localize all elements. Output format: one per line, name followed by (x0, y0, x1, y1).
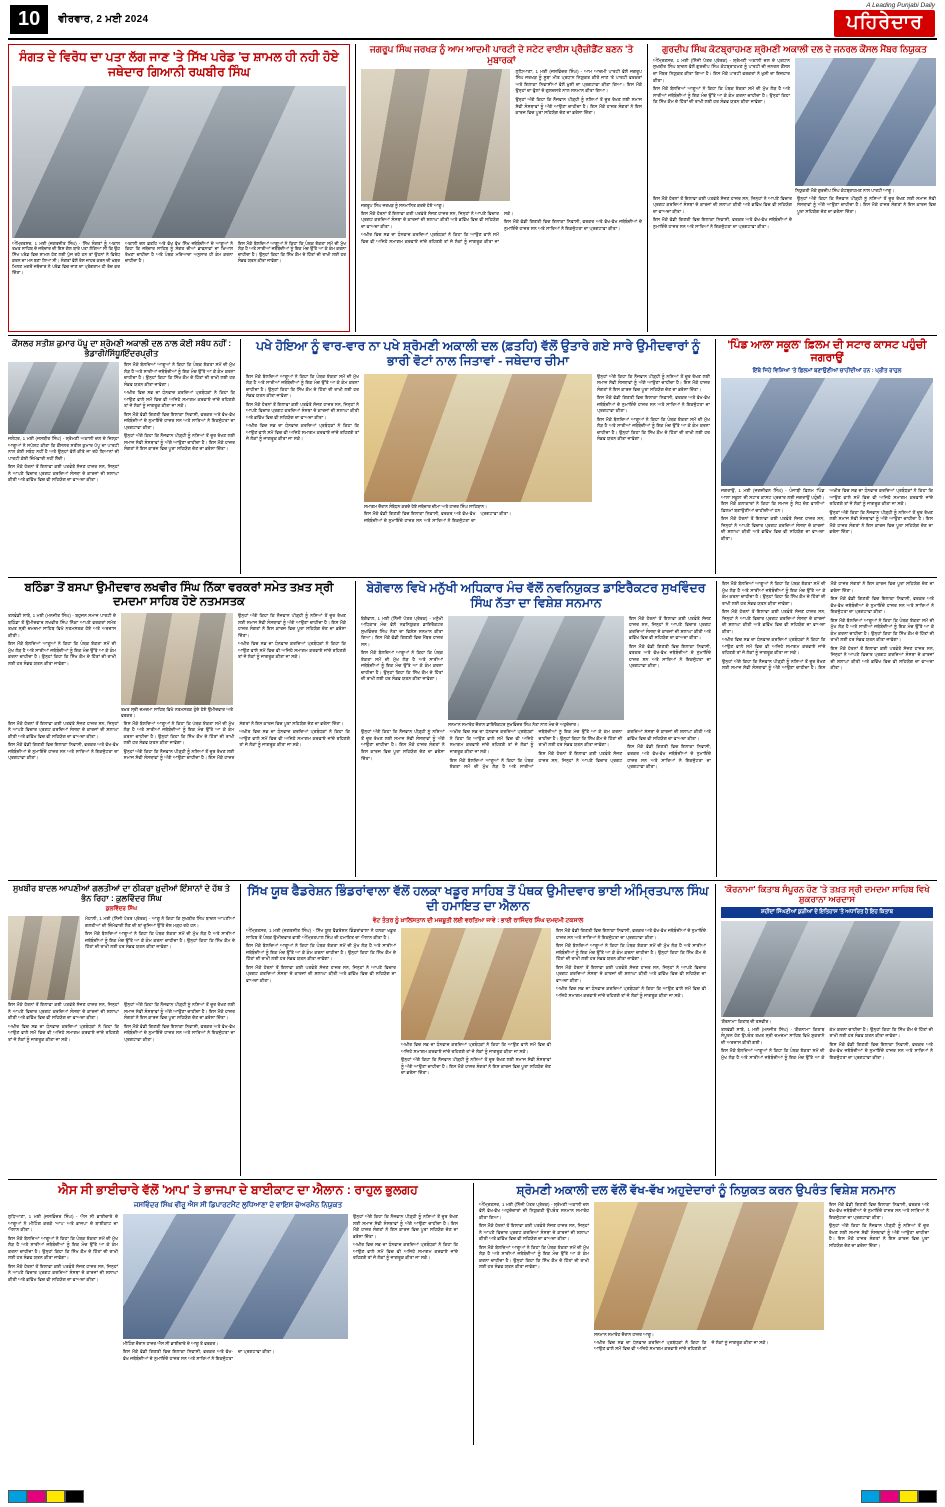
story-7 (8, 581, 350, 877)
story-13-headline: ਸ਼੍ਰੋਮਣੀ ਅਕਾਲੀ ਦਲ ਵੱਲੋਂ ਵੱਖ-ਵੱਖ ਅਹੁਦੇਦਾਰਾਂ ਨੂੰ ਨਿਯੁਕਤ ਕਰਨ ਉਪਰੰਤ ਵਿਸ਼ੇਸ਼ ਸਨਮਾਨ (516, 1183, 896, 1197)
story-8-photo (448, 616, 624, 720)
story-12 (8, 1183, 468, 1445)
story-2-body: ਲੁਧਿਆਣਾ, 1 ਮਈ (ਜਸਵਿੰਦਰ ਸਿੰਘ) - ਆਮ ਆਦਮੀ ਪਾਰਟੀ ਵੱਲੋਂ ਜਗਰੂਪ ਸਿੰਘ ਜਰਖੜ ਨੂੰ ਸੂਬਾ ਮੀਤ ਪ੍ਰਧਾਨ ਨਿਯੁਕਤ ਕੀਤੇ ਜਾਣ 'ਤੇ ਪਾਰਟੀ ਵਰਕਰਾਂ ਅਤੇ ਇਲਾਕਾ ਨਿਵਾਸੀਆਂ ਵੱਲੋਂ ਖ਼ੁਸ਼ੀ ਦਾ ਪ੍ਰਗਟਾਵਾ ਕੀਤਾ ਗਿਆ। ਇਸ ਮੌਕੇ ਉਨ੍ਹਾਂ ਦਾ ਫੁੱਲਾਂ ਦੇ ਗੁਲਦਸਤੇ ਨਾਲ ਸਨਮਾਨ ਕੀਤਾ ਗਿਆ। (515, 68, 642, 94)
masthead-left (10, 5, 148, 34)
story-3-headline: ਗੁਰਦੀਪ ਸਿੰਘ ਕੋਟਬ੍ਰਾਹਮਣ ਸ਼੍ਰੋਮਣੀ ਅਕਾਲੀ ਦਲ ਦੇ ਜਨਰਲ ਕੌਂਸਲ ਮੈਂਬਰ ਨਿਯੁਕਤ (662, 44, 927, 54)
story-4-body-4: ਅਖ਼ੀਰ ਵਿਚ ਸਭ ਦਾ ਧੰਨਵਾਦ ਕਰਦਿਆਂ ਪ੍ਰਬੰਧਕਾਂ ਨੇ ਕਿਹਾ ਕਿ ਆਉਣ ਵਾਲੇ ਸਮੇਂ ਵਿਚ ਵੀ ਅਜਿਹੇ ਸਮਾਗਮ ਕਰਵਾਏ ਜਾਂਦੇ ਰਹਿਣਗੇ ਤਾਂ ਜੋ ਲੋਕਾਂ ਨੂੰ ਜਾਗਰੂਕ ਕੀਤਾ ਜਾ ਸਕੇ। (124, 390, 235, 409)
story-9-byline: ਕੁਲਵਿੰਦਰ ਸਿੰਘ (105, 906, 138, 912)
story-1 (8, 44, 350, 332)
story-10-photo (401, 928, 551, 1040)
story-9-body-4: ਅਖ਼ੀਰ ਵਿਚ ਸਭ ਦਾ ਧੰਨਵਾਦ ਕਰਦਿਆਂ ਪ੍ਰਬੰਧਕਾਂ ਨੇ ਕਿਹਾ ਕਿ ਆਉਣ ਵਾਲੇ ਸਮੇਂ ਵਿਚ ਵੀ ਅਜਿਹੇ ਸਮਾਗਮ ਕਰਵਾਏ ਜਾਂਦੇ ਰਹਿਣਗੇ ਤਾਂ ਜੋ ਲੋਕਾਂ ਨੂੰ ਜਾਗਰੂਕ ਕੀਤਾ ਜਾ ਸਕੇ। (8, 1023, 119, 1042)
story-5-caption: ਸਮਾਗਮ ਦੌਰਾਨ ਸੰਬੋਧਨ ਕਰਦੇ ਹੋਏ ਜਥੇਦਾਰ ਚੀਮਾ ਅਤੇ ਹਾਜ਼ਰ ਸਿੰਘ ਸਾਹਿਬਾਨ। (364, 503, 487, 509)
story-9 (8, 884, 235, 1176)
story-6-headline: 'ਪਿੰਡ ਆਲਾ ਸਕੂਲ' ਫ਼ਿਲਮ ਦੀ ਸਟਾਰ ਕਾਸਟ ਪਹੁੰਚੀ ਜਗਰਾਉਂ (727, 339, 927, 365)
story-1-headline: ਸੰਗਤ ਦੇ ਵਿਰੋਧ ਦਾ ਪਤਾ ਲੱਗ ਜਾਣ 'ਤੇ ਸਿੱਖ ਪਰੇਡ 'ਚ ਸ਼ਾਮਲ ਹੀ ਨਹੀ ਹੋਏ ਜਥੇਦਾਰ ਗਿਆਨੀ ਰਘਬੀਰ ਸਿੰਘ (19, 50, 339, 80)
cmyk-cyan (8, 1490, 27, 1503)
story-8-body-6: ਅਖ਼ੀਰ ਵਿਚ ਸਭ ਦਾ ਧੰਨਵਾਦ ਕਰਦਿਆਂ ਪ੍ਰਬੰਧਕਾਂ ਨੇ ਕਿਹਾ ਕਿ ਆਉਣ ਵਾਲੇ ਸਮੇਂ ਵਿਚ ਵੀ ਅਜਿਹੇ ਸਮਾਗਮ ਕਰਵਾਏ ਜਾਂਦੇ ਰਹਿਣਗੇ ਤਾਂ ਜੋ ਲੋਕਾਂ ਨੂੰ ਜਾਗਰੂਕ ਕੀਤਾ ਜਾ ਸਕੇ। (449, 729, 534, 754)
story-13-body-5: ਉਨ੍ਹਾਂ ਅੱਗੇ ਕਿਹਾ ਕਿ ਨੌਜਵਾਨ ਪੀੜ੍ਹੀ ਨੂੰ ਨਸ਼ਿਆਂ ਤੋਂ ਦੂਰ ਰੱਖਣ ਲਈ ਸਮਾਜ ਸੇਵੀ ਸੰਸਥਾਵਾਂ ਨੂੰ ਅੱਗੇ ਆਉਣਾ ਚਾਹੀਦਾ ਹੈ। ਇਸ ਮੌਕੇ ਹਾਜ਼ਰ ਸੰਗਤਾਂ ਨੇ ਇਸ ਕਾਰਜ ਵਿਚ ਪੂਰਾ ਸਹਿਯੋਗ ਦੇਣ ਦਾ ਭਰੋਸਾ ਦਿੱਤਾ। (829, 1223, 929, 1248)
story-3-body: ਅੰਮ੍ਰਿਤਸਰ, 1 ਮਈ (ਨਿੱਜੀ ਪੱਤਰ ਪ੍ਰੇਰਕ) - ਸ਼੍ਰੋਮਣੀ ਅਕਾਲੀ ਦਲ ਦੇ ਪ੍ਰਧਾਨ ਸੁਖਬੀਰ ਸਿੰਘ ਬਾਦਲ ਵੱਲੋਂ ਗੁਰਦੀਪ ਸਿੰਘ ਕੋਟਬ੍ਰਾਹਮਣ ਨੂੰ ਪਾਰਟੀ ਦੀ ਜਨਰਲ ਕੌਂਸਲ ਦਾ ਮੈਂਬਰ ਨਿਯੁਕਤ ਕੀਤਾ ਗਿਆ ਹੈ। ਇਸ ਮੌਕੇ ਪਾਰਟੀ ਵਰਕਰਾਂ ਨੇ ਖ਼ੁਸ਼ੀ ਦਾ ਇਜ਼ਹਾਰ ਕੀਤਾ। (653, 57, 791, 83)
story-5-body-3: ਅਖ਼ੀਰ ਵਿਚ ਸਭ ਦਾ ਧੰਨਵਾਦ ਕਰਦਿਆਂ ਪ੍ਰਬੰਧਕਾਂ ਨੇ ਕਿਹਾ ਕਿ ਆਉਣ ਵਾਲੇ ਸਮੇਂ ਵਿਚ ਵੀ ਅਜਿਹੇ ਸਮਾਗਮ ਕਰਵਾਏ ਜਾਂਦੇ ਰਹਿਣਗੇ ਤਾਂ ਜੋ ਲੋਕਾਂ ਨੂੰ ਜਾਗਰੂਕ ਕੀਤਾ ਜਾ ਸਕੇ। (246, 423, 359, 442)
right-col-body-5: ਇਸ ਮੌਕੇ ਵੱਡੀ ਗਿਣਤੀ ਵਿਚ ਇਲਾਕਾ ਨਿਵਾਸੀ, ਵਰਕਰ ਅਤੇ ਵੱਖ-ਵੱਖ ਜਥੇਬੰਦੀਆਂ ਦੇ ਨੁਮਾਇੰਦੇ ਹਾਜ਼ਰ ਸਨ ਅਤੇ ਸਾਰਿਆਂ ਨੇ ਇਕਜੁੱਟਤਾ ਦਾ ਪ੍ਰਗਟਾਵਾ ਕੀਤਾ। (830, 596, 934, 615)
story-12-body-3: ਇਸ ਮੌਕੇ ਹੋਰਨਾਂ ਤੋਂ ਇਲਾਵਾ ਕਈ ਪਤਵੰਤੇ ਸੱਜਣ ਹਾਜ਼ਰ ਸਨ, ਜਿਨ੍ਹਾਂ ਨੇ ਆਪਣੇ ਵਿਚਾਰ ਪ੍ਰਗਟ ਕਰਦਿਆਂ ਸੰਸਥਾ ਦੇ ਕਾਰਜਾਂ ਦੀ ਸ਼ਲਾਘਾ ਕੀਤੀ ਅਤੇ ਭਵਿੱਖ ਵਿਚ ਵੀ ਸਹਿਯੋਗ ਦਾ ਵਾਅਦਾ ਕੀਤਾ। (8, 1263, 118, 1282)
story-5-headline: ਪਖੇ ਹੋਇਆ ਨੂੰ ਵਾਰ-ਵਾਰ ਨਾ ਪਖੇ ਸ਼੍ਰੋਮਣੀ ਅਕਾਲੀ ਦਲ (ਫ਼ਤਹਿ) ਵੱਲੋਂ ਉਤਾਰੇ ਗਏ ਸਾਰੇ ਉਮੀਦਵਾਰਾਂ ਨੂੰ ਭਾਰੀ ਵੋਟਾਂ ਨਾਲ ਜਿਤਾਵਾਂ - ਜਥੇਦਾਰ ਚੀਮਾ (256, 339, 700, 369)
story-3-body-2: ਇਸ ਮੌਕੇ ਬੋਲਦਿਆਂ ਆਗੂਆਂ ਨੇ ਕਿਹਾ ਕਿ ਪੰਥਕ ਏਕਤਾ ਸਮੇਂ ਦੀ ਮੁੱਖ ਲੋੜ ਹੈ ਅਤੇ ਸਾਰੀਆਂ ਜਥੇਬੰਦੀਆਂ ਨੂੰ ਇਕ ਮੰਚ ਉੱਤੇ ਆ ਕੇ ਕੰਮ ਕਰਨਾ ਚਾਹੀਦਾ ਹੈ। ਉਨ੍ਹਾਂ ਕਿਹਾ ਕਿ ਸਿੱਖ ਕੌਮ ਦੇ ਹਿੱਤਾਂ ਦੀ ਰਾਖੀ ਲਈ ਹਰ ਸੰਭਵ ਯਤਨ ਕੀਤਾ ਜਾਵੇਗਾ। (653, 86, 791, 105)
story-7-body-4: ਅਖ਼ੀਰ ਵਿਚ ਸਭ ਦਾ ਧੰਨਵਾਦ ਕਰਦਿਆਂ ਪ੍ਰਬੰਧਕਾਂ ਨੇ ਕਿਹਾ ਕਿ ਆਉਣ ਵਾਲੇ ਸਮੇਂ ਵਿਚ ਵੀ ਅਜਿਹੇ ਸਮਾਗਮ ਕਰਵਾਏ ਜਾਂਦੇ ਰਹਿਣਗੇ ਤਾਂ ਜੋ ਲੋਕਾਂ ਨੂੰ ਜਾਗਰੂਕ ਕੀਤਾ ਜਾ ਸਕੇ। (238, 641, 346, 660)
story-5-body-1: ਇਸ ਮੌਕੇ ਬੋਲਦਿਆਂ ਆਗੂਆਂ ਨੇ ਕਿਹਾ ਕਿ ਪੰਥਕ ਏਕਤਾ ਸਮੇਂ ਦੀ ਮੁੱਖ ਲੋੜ ਹੈ ਅਤੇ ਸਾਰੀਆਂ ਜਥੇਬੰਦੀਆਂ ਨੂੰ ਇਕ ਮੰਚ ਉੱਤੇ ਆ ਕੇ ਕੰਮ ਕਰਨਾ ਚਾਹੀਦਾ ਹੈ। ਉਨ੍ਹਾਂ ਕਿਹਾ ਕਿ ਸਿੱਖ ਕੌਮ ਦੇ ਹਿੱਤਾਂ ਦੀ ਰਾਖੀ ਲਈ ਹਰ ਸੰਭਵ ਯਤਨ ਕੀਤਾ ਜਾਵੇਗਾ। (246, 373, 359, 399)
story-4-body-5: ਇਸ ਮੌਕੇ ਵੱਡੀ ਗਿਣਤੀ ਵਿਚ ਇਲਾਕਾ ਨਿਵਾਸੀ, ਵਰਕਰ ਅਤੇ ਵੱਖ-ਵੱਖ ਜਥੇਬੰਦੀਆਂ ਦੇ ਨੁਮਾਇੰਦੇ ਹਾਜ਼ਰ ਸਨ ਅਤੇ ਸਾਰਿਆਂ ਨੇ ਇਕਜੁੱਟਤਾ ਦਾ ਪ੍ਰਗਟਾਵਾ ਕੀਤਾ। (124, 411, 235, 430)
story-11 (715, 884, 933, 1176)
story-8 (355, 581, 711, 877)
story-5 (240, 339, 710, 574)
right-col-body-3: ਅਖ਼ੀਰ ਵਿਚ ਸਭ ਦਾ ਧੰਨਵਾਦ ਕਰਦਿਆਂ ਪ੍ਰਬੰਧਕਾਂ ਨੇ ਕਿਹਾ ਕਿ ਆਉਣ ਵਾਲੇ ਸਮੇਂ ਵਿਚ ਵੀ ਅਜਿਹੇ ਸਮਾਗਮ ਕਰਵਾਏ ਜਾਂਦੇ ਰਹਿਣਗੇ ਤਾਂ ਜੋ ਲੋਕਾਂ ਨੂੰ ਜਾਗਰੂਕ ਕੀਤਾ ਜਾ ਸਕੇ। (722, 637, 826, 656)
band-2 (8, 339, 937, 574)
story-11-body: ਤਲਵੰਡੀ ਸਾਬੋ, 1 ਮਈ (ਮਨਜੀਤ ਸਿੰਘ) - 'ਕੌਰਨਾਮਾ' ਕਿਤਾਬ ਸੰਪੂਰਨ ਹੋਣ ਉਪਰੰਤ ਤਖ਼ਤ ਸ੍ਰੀ ਦਮਦਮਾ ਸਾਹਿਬ ਵਿਖੇ ਸ਼ੁਕਰਾਨੇ ਦੀ ਅਰਦਾਸ ਕੀਤੀ ਗਈ। (721, 1026, 825, 1045)
story-4-body-6: ਉਨ੍ਹਾਂ ਅੱਗੇ ਕਿਹਾ ਕਿ ਨੌਜਵਾਨ ਪੀੜ੍ਹੀ ਨੂੰ ਨਸ਼ਿਆਂ ਤੋਂ ਦੂਰ ਰੱਖਣ ਲਈ ਸਮਾਜ ਸੇਵੀ ਸੰਸਥਾਵਾਂ ਨੂੰ ਅੱਗੇ ਆਉਣਾ ਚਾਹੀਦਾ ਹੈ। ਇਸ ਮੌਕੇ ਹਾਜ਼ਰ ਸੰਗਤਾਂ ਨੇ ਇਸ ਕਾਰਜ ਵਿਚ ਪੂਰਾ ਸਹਿਯੋਗ ਦੇਣ ਦਾ ਭਰੋਸਾ ਦਿੱਤਾ। (124, 433, 235, 452)
story-12-body-6: ਇਸ ਮੌਕੇ ਵੱਡੀ ਗਿਣਤੀ ਵਿਚ ਇਲਾਕਾ ਨਿਵਾਸੀ, ਵਰਕਰ ਅਤੇ ਵੱਖ-ਵੱਖ ਜਥੇਬੰਦੀਆਂ ਦੇ ਨੁਮਾਇੰਦੇ ਹਾਜ਼ਰ ਸਨ ਅਤੇ ਸਾਰਿਆਂ ਨੇ ਇਕਜੁੱਟਤਾ ਦਾ ਪ੍ਰਗਟਾਵਾ ਕੀਤਾ। (123, 1349, 275, 1361)
story-7-body-3: ਉਨ੍ਹਾਂ ਅੱਗੇ ਕਿਹਾ ਕਿ ਨੌਜਵਾਨ ਪੀੜ੍ਹੀ ਨੂੰ ਨਸ਼ਿਆਂ ਤੋਂ ਦੂਰ ਰੱਖਣ ਲਈ ਸਮਾਜ ਸੇਵੀ ਸੰਸਥਾਵਾਂ ਨੂੰ ਅੱਗੇ ਆਉਣਾ ਚਾਹੀਦਾ ਹੈ। ਇਸ ਮੌਕੇ ਹਾਜ਼ਰ ਸੰਗਤਾਂ ਨੇ ਇਸ ਕਾਰਜ ਵਿਚ ਪੂਰਾ ਸਹਿਯੋਗ ਦੇਣ ਦਾ ਭਰੋਸਾ ਦਿੱਤਾ। (238, 613, 346, 638)
band-1 (8, 44, 937, 332)
story-12-body-4: ਉਨ੍ਹਾਂ ਅੱਗੇ ਕਿਹਾ ਕਿ ਨੌਜਵਾਨ ਪੀੜ੍ਹੀ ਨੂੰ ਨਸ਼ਿਆਂ ਤੋਂ ਦੂਰ ਰੱਖਣ ਲਈ ਸਮਾਜ ਸੇਵੀ ਸੰਸਥਾਵਾਂ ਨੂੰ ਅੱਗੇ ਆਉਣਾ ਚਾਹੀਦਾ ਹੈ। ਇਸ ਮੌਕੇ ਹਾਜ਼ਰ ਸੰਗਤਾਂ ਨੇ ਇਸ ਕਾਰਜ ਵਿਚ ਪੂਰਾ ਸਹਿਯੋਗ ਦੇਣ ਦਾ ਭਰੋਸਾ ਦਿੱਤਾ। (353, 1214, 458, 1239)
story-1-caption-1: ਅੰਮ੍ਰਿਤਸਰ, 1 ਮਈ (ਜਗਤਜੀਤ ਸਿੰਘ) - ਸਿੱਖ ਸੰਗਤਾਂ ਨੂੰ ਅਕਾਲ ਤਖ਼ਤ ਸਾਹਿਬ ਦੇ ਜਥੇਦਾਰ ਦੀ ਇਸ ਗੱਲ ਬਾਰੇ ਪਤਾ ਲੱਗਿਆ ਸੀ ਕਿ ਉਹ ਸਿੱਖ ਪਰੇਡ ਵਿਚ ਸ਼ਾਮਲ ਹੋਣ ਲਈ ਪੁੱਜ ਰਹੇ ਹਨ ਤਾਂ ਉਹਨਾਂ ਨੇ ਵਿਰੋਧ ਕਰਨ ਦਾ ਮਨ ਬਣਾ ਲਿਆ ਸੀ। ਸੰਗਤਾਂ ਵੱਲੋਂ ਰੋਸ ਜ਼ਾਹਰ ਕਰਨ ਦੀ ਖ਼ਬਰ ਮਿਲਣ ਮਗਰੋਂ ਜਥੇਦਾਰ ਨੇ ਪਰੇਡ ਵਿਚ ਜਾਣ ਦਾ ਪ੍ਰੋਗਰਾਮ ਹੀ ਰੱਦ ਕਰ ਦਿੱਤਾ। (12, 240, 120, 276)
story-2 (355, 44, 642, 332)
story-8-body-7: ਇਸ ਮੌਕੇ ਬੋਲਦਿਆਂ ਆਗੂਆਂ ਨੇ ਕਿਹਾ ਕਿ ਪੰਥਕ ਏਕਤਾ ਸਮੇਂ ਦੀ ਮੁੱਖ ਲੋੜ ਹੈ ਅਤੇ ਸਾਰੀਆਂ ਜਥੇਬੰਦੀਆਂ ਨੂੰ ਇਕ ਮੰਚ ਉੱਤੇ ਆ ਕੇ ਕੰਮ ਕਰਨਾ ਚਾਹੀਦਾ ਹੈ। ਉਨ੍ਹਾਂ ਕਿਹਾ ਕਿ ਸਿੱਖ ਕੌਮ ਦੇ ਹਿੱਤਾਂ ਦੀ ਰਾਖੀ ਲਈ ਹਰ ਸੰਭਵ ਯਤਨ ਕੀਤਾ ਜਾਵੇਗਾ। (449, 729, 623, 770)
right-col-body-2: ਇਸ ਮੌਕੇ ਹੋਰਨਾਂ ਤੋਂ ਇਲਾਵਾ ਕਈ ਪਤਵੰਤੇ ਸੱਜਣ ਹਾਜ਼ਰ ਸਨ, ਜਿਨ੍ਹਾਂ ਨੇ ਆਪਣੇ ਵਿਚਾਰ ਪ੍ਰਗਟ ਕਰਦਿਆਂ ਸੰਸਥਾ ਦੇ ਕਾਰਜਾਂ ਦੀ ਸ਼ਲਾਘਾ ਕੀਤੀ ਅਤੇ ਭਵਿੱਖ ਵਿਚ ਵੀ ਸਹਿਯੋਗ ਦਾ ਵਾਅਦਾ ਕੀਤਾ। (722, 609, 826, 634)
cmyk-black-2 (918, 1490, 937, 1503)
story-7-body-5: ਇਸ ਮੌਕੇ ਹੋਰਨਾਂ ਤੋਂ ਇਲਾਵਾ ਕਈ ਪਤਵੰਤੇ ਸੱਜਣ ਹਾਜ਼ਰ ਸਨ, ਜਿਨ੍ਹਾਂ ਨੇ ਆਪਣੇ ਵਿਚਾਰ ਪ੍ਰਗਟ ਕਰਦਿਆਂ ਸੰਸਥਾ ਦੇ ਕਾਰਜਾਂ ਦੀ ਸ਼ਲਾਘਾ ਕੀਤੀ ਅਤੇ ਭਵਿੱਖ ਵਿਚ ਵੀ ਸਹਿਯੋਗ ਦਾ ਵਾਅਦਾ ਕੀਤਾ। (8, 720, 119, 739)
dateline: ਵੀਰਵਾਰ, 2 ਮਈ 2024 (58, 13, 149, 25)
story-3-caption: ਨਿਯੁਕਤੀ ਮੌਕੇ ਗੁਰਦੀਪ ਸਿੰਘ ਕੋਟਬ੍ਰਾਹਮਣ ਨਾਲ ਪਾਰਟੀ ਆਗੂ। (795, 187, 895, 193)
band-5 (8, 1183, 937, 1445)
cmyk-yellow (46, 1490, 65, 1503)
right-col-body-1: ਇਸ ਮੌਕੇ ਬੋਲਦਿਆਂ ਆਗੂਆਂ ਨੇ ਕਿਹਾ ਕਿ ਪੰਥਕ ਏਕਤਾ ਸਮੇਂ ਦੀ ਮੁੱਖ ਲੋੜ ਹੈ ਅਤੇ ਸਾਰੀਆਂ ਜਥੇਬੰਦੀਆਂ ਨੂੰ ਇਕ ਮੰਚ ਉੱਤੇ ਆ ਕੇ ਕੰਮ ਕਰਨਾ ਚਾਹੀਦਾ ਹੈ। ਉਨ੍ਹਾਂ ਕਿਹਾ ਕਿ ਸਿੱਖ ਕੌਮ ਦੇ ਹਿੱਤਾਂ ਦੀ ਰਾਖੀ ਲਈ ਹਰ ਸੰਭਵ ਯਤਨ ਕੀਤਾ ਜਾਵੇਗਾ। (722, 581, 826, 606)
story-2-headline: ਜਗਰੂਪ ਸਿੰਘ ਜਰਖੜ ਨੂੰ ਆਮ ਆਦਮੀ ਪਾਰਟੀ ਦੇ ਸਟੇਟ ਵਾਈਸ ਪ੍ਰੈਜ਼ੀਡੈਂਟ ਬਣਨ 'ਤੇ ਮੁਬਾਰਕਾਂ (369, 44, 634, 65)
story-13-body: ਅੰਮ੍ਰਿਤਸਰ, 1 ਮਈ (ਨਿੱਜੀ ਪੱਤਰ ਪ੍ਰੇਰਕ) - ਸ਼੍ਰੋਮਣੀ ਅਕਾਲੀ ਦਲ ਵੱਲੋਂ ਵੱਖ-ਵੱਖ ਅਹੁਦੇਦਾਰਾਂ ਦੀ ਨਿਯੁਕਤੀ ਉਪਰੰਤ ਸਨਮਾਨ ਸਮਾਰੋਹ ਕੀਤਾ ਗਿਆ। (479, 1201, 589, 1220)
story-10-body: ਅੰਮ੍ਰਿਤਸਰ, 1 ਮਈ (ਜਗਤਜੀਤ ਸਿੰਘ) - ਸਿੱਖ ਯੂਥ ਫੈਡਰੇਸ਼ਨ ਭਿੰਡਰਾਂਵਾਲਾ ਨੇ ਹਲਕਾ ਖਡੂਰ ਸਾਹਿਬ ਤੋਂ ਪੰਥਕ ਉਮੀਦਵਾਰ ਭਾਈ ਅੰਮ੍ਰਿਤਪਾਲ ਸਿੰਘ ਦੀ ਹਮਾਇਤ ਦਾ ਐਲਾਨ ਕੀਤਾ ਹੈ। (246, 928, 396, 940)
publication-logo: ਪਹਿਰੇਦਾਰ (834, 10, 935, 37)
story-10-body-2: ਇਸ ਮੌਕੇ ਬੋਲਦਿਆਂ ਆਗੂਆਂ ਨੇ ਕਿਹਾ ਕਿ ਪੰਥਕ ਏਕਤਾ ਸਮੇਂ ਦੀ ਮੁੱਖ ਲੋੜ ਹੈ ਅਤੇ ਸਾਰੀਆਂ ਜਥੇਬੰਦੀਆਂ ਨੂੰ ਇਕ ਮੰਚ ਉੱਤੇ ਆ ਕੇ ਕੰਮ ਕਰਨਾ ਚਾਹੀਦਾ ਹੈ। ਉਨ੍ਹਾਂ ਕਿਹਾ ਕਿ ਸਿੱਖ ਕੌਮ ਦੇ ਹਿੱਤਾਂ ਦੀ ਰਾਖੀ ਲਈ ਹਰ ਸੰਭਵ ਯਤਨ ਕੀਤਾ ਜਾਵੇਗਾ। (246, 943, 396, 962)
story-5-body-7: ਇਸ ਮੌਕੇ ਬੋਲਦਿਆਂ ਆਗੂਆਂ ਨੇ ਕਿਹਾ ਕਿ ਪੰਥਕ ਏਕਤਾ ਸਮੇਂ ਦੀ ਮੁੱਖ ਲੋੜ ਹੈ ਅਤੇ ਸਾਰੀਆਂ ਜਥੇਬੰਦੀਆਂ ਨੂੰ ਇਕ ਮੰਚ ਉੱਤੇ ਆ ਕੇ ਕੰਮ ਕਰਨਾ ਚਾਹੀਦਾ ਹੈ। ਉਨ੍ਹਾਂ ਕਿਹਾ ਕਿ ਸਿੱਖ ਕੌਮ ਦੇ ਹਿੱਤਾਂ ਦੀ ਰਾਖੀ ਲਈ ਹਰ ਸੰਭਵ ਯਤਨ ਕੀਤਾ ਜਾਵੇਗਾ। (597, 416, 710, 442)
story-8-headline: ਬੇਗੋਵਾਲ ਵਿਖੇ ਮਨੁੱਖੀ ਅਧਿਕਾਰ ਮੰਚ ਵੱਲੋਂ ਨਵਨਿਯੁਕਤ ਡਾਇਰੈਕਟਰ ਸੁਖਵਿੰਦਰ ਸਿੰਘ ਨੱਤਾ ਦਾ ਵਿਸ਼ੇਸ਼ ਸਨਮਾਨ (366, 581, 706, 611)
right-col-body-7: ਇਸ ਮੌਕੇ ਹੋਰਨਾਂ ਤੋਂ ਇਲਾਵਾ ਕਈ ਪਤਵੰਤੇ ਸੱਜਣ ਹਾਜ਼ਰ ਸਨ, ਜਿਨ੍ਹਾਂ ਨੇ ਆਪਣੇ ਵਿਚਾਰ ਪ੍ਰਗਟ ਕਰਦਿਆਂ ਸੰਸਥਾ ਦੇ ਕਾਰਜਾਂ ਦੀ ਸ਼ਲਾਘਾ ਕੀਤੀ ਅਤੇ ਭਵਿੱਖ ਵਿਚ ਵੀ ਸਹਿਯੋਗ ਦਾ ਵਾਅਦਾ ਕੀਤਾ। (830, 645, 934, 671)
story-12-caption: ਮੀਟਿੰਗ ਦੌਰਾਨ ਹਾਜ਼ਰ ਐਸ ਸੀ ਭਾਈਚਾਰੇ ਦੇ ਆਗੂ ਤੇ ਵਰਕਰ। (123, 1341, 219, 1347)
story-11-body-3: ਇਸ ਮੌਕੇ ਵੱਡੀ ਗਿਣਤੀ ਵਿਚ ਇਲਾਕਾ ਨਿਵਾਸੀ, ਵਰਕਰ ਅਤੇ ਵੱਖ-ਵੱਖ ਜਥੇਬੰਦੀਆਂ ਦੇ ਨੁਮਾਇੰਦੇ ਹਾਜ਼ਰ ਸਨ ਅਤੇ ਸਾਰਿਆਂ ਨੇ ਇਕਜੁੱਟਤਾ ਦਾ ਪ੍ਰਗਟਾਵਾ ਕੀਤਾ। (829, 1041, 933, 1060)
story-13 (473, 1183, 933, 1445)
story-8-body: ਬੇਗੋਵਾਲ, 1 ਮਈ (ਨਿੱਜੀ ਪੱਤਰ ਪ੍ਰੇਰਕ) - ਮਨੁੱਖੀ ਅਧਿਕਾਰ ਮੰਚ ਵੱਲੋਂ ਨਵਨਿਯੁਕਤ ਡਾਇਰੈਕਟਰ ਸੁਖਵਿੰਦਰ ਸਿੰਘ ਨੱਤਾ ਦਾ ਵਿਸ਼ੇਸ਼ ਸਨਮਾਨ ਕੀਤਾ ਗਿਆ। ਇਸ ਮੌਕੇ ਵੱਡੀ ਗਿਣਤੀ ਵਿਚ ਮੈਂਬਰ ਹਾਜ਼ਰ ਸਨ। (361, 615, 443, 647)
page-number: 10 (10, 5, 48, 34)
story-2-caption: ਜਗਰੂਪ ਸਿੰਘ ਜਰਖੜ ਨੂੰ ਸਨਮਾਨਿਤ ਕਰਦੇ ਹੋਏ ਆਗੂ। (361, 202, 445, 208)
story-7-photo (121, 613, 233, 705)
story-6-body-3: ਅਖ਼ੀਰ ਵਿਚ ਸਭ ਦਾ ਧੰਨਵਾਦ ਕਰਦਿਆਂ ਪ੍ਰਬੰਧਕਾਂ ਨੇ ਕਿਹਾ ਕਿ ਆਉਣ ਵਾਲੇ ਸਮੇਂ ਵਿਚ ਵੀ ਅਜਿਹੇ ਸਮਾਗਮ ਕਰਵਾਏ ਜਾਂਦੇ ਰਹਿਣਗੇ ਤਾਂ ਜੋ ਲੋਕਾਂ ਨੂੰ ਜਾਗਰੂਕ ਕੀਤਾ ਜਾ ਸਕੇ। (829, 488, 933, 507)
story-12-body: ਲੁਧਿਆਣਾ, 1 ਮਈ (ਜਸਵਿੰਦਰ ਸਿੰਘ) - ਐਸ ਸੀ ਭਾਈਚਾਰੇ ਦੇ ਆਗੂਆਂ ਨੇ ਮੀਟਿੰਗ ਕਰਕੇ 'ਆਪ' ਅਤੇ ਭਾਜਪਾ ਦੇ ਬਾਈਕਾਟ ਦਾ ਐਲਾਨ ਕੀਤਾ। (8, 1214, 118, 1233)
story-13-photo (594, 1202, 824, 1330)
story-10-subhead: ਵੋਟ ਤੰਤਰ ਨੂੰ ਖ਼ਾਲਿਸਤਾਨ ਦੀ ਮਜ਼ਬੂਤੀ ਲਈ ਵਰਤਿਆ ਜਾਵੇ : ਭਾਈ ਰਾਜਿੰਦਰ ਸਿੰਘ ਦਮਦਮੀ ਟਕਸਾਲ (372, 917, 584, 924)
story-10-body-8: ਇਸ ਮੌਕੇ ਹੋਰਨਾਂ ਤੋਂ ਇਲਾਵਾ ਕਈ ਪਤਵੰਤੇ ਸੱਜਣ ਹਾਜ਼ਰ ਸਨ, ਜਿਨ੍ਹਾਂ ਨੇ ਆਪਣੇ ਵਿਚਾਰ ਪ੍ਰਗਟ ਕਰਦਿਆਂ ਸੰਸਥਾ ਦੇ ਕਾਰਜਾਂ ਦੀ ਸ਼ਲਾਘਾ ਕੀਤੀ ਅਤੇ ਭਵਿੱਖ ਵਿਚ ਵੀ ਸਹਿਯੋਗ ਦਾ ਵਾਅਦਾ ਕੀਤਾ। (556, 964, 706, 983)
cmyk-registration-bar-right (861, 1490, 937, 1503)
story-7-body-7: ਇਸ ਮੌਕੇ ਬੋਲਦਿਆਂ ਆਗੂਆਂ ਨੇ ਕਿਹਾ ਕਿ ਪੰਥਕ ਏਕਤਾ ਸਮੇਂ ਦੀ ਮੁੱਖ ਲੋੜ ਹੈ ਅਤੇ ਸਾਰੀਆਂ ਜਥੇਬੰਦੀਆਂ ਨੂੰ ਇਕ ਮੰਚ ਉੱਤੇ ਆ ਕੇ ਕੰਮ ਕਰਨਾ ਚਾਹੀਦਾ ਹੈ। ਉਨ੍ਹਾਂ ਕਿਹਾ ਕਿ ਸਿੱਖ ਕੌਮ ਦੇ ਹਿੱਤਾਂ ਦੀ ਰਾਖੀ ਲਈ ਹਰ ਸੰਭਵ ਯਤਨ ਕੀਤਾ ਜਾਵੇਗਾ। (123, 720, 235, 746)
story-6-subhead: ਇੱਥੇ ਜਿਹੇ ਵਿਸ਼ਿਆਂ 'ਤੇ ਫ਼ਿਲਮਾਂ ਬਣਾਉਣੀਆਂ ਚਾਹੀਦੀਆਂ ਹਨ : ਪ੍ਰੀਤ ਰਾਹੁਲ (752, 367, 902, 374)
story-8-body-3: ਇਸ ਮੌਕੇ ਹੋਰਨਾਂ ਤੋਂ ਇਲਾਵਾ ਕਈ ਪਤਵੰਤੇ ਸੱਜਣ ਹਾਜ਼ਰ ਸਨ, ਜਿਨ੍ਹਾਂ ਨੇ ਆਪਣੇ ਵਿਚਾਰ ਪ੍ਰਗਟ ਕਰਦਿਆਂ ਸੰਸਥਾ ਦੇ ਕਾਰਜਾਂ ਦੀ ਸ਼ਲਾਘਾ ਕੀਤੀ ਅਤੇ ਭਵਿੱਖ ਵਿਚ ਵੀ ਸਹਿਯੋਗ ਦਾ ਵਾਅਦਾ ਕੀਤਾ। (629, 615, 711, 641)
right-col-body-6: ਇਸ ਮੌਕੇ ਬੋਲਦਿਆਂ ਆਗੂਆਂ ਨੇ ਕਿਹਾ ਕਿ ਪੰਥਕ ਏਕਤਾ ਸਮੇਂ ਦੀ ਮੁੱਖ ਲੋੜ ਹੈ ਅਤੇ ਸਾਰੀਆਂ ਜਥੇਬੰਦੀਆਂ ਨੂੰ ਇਕ ਮੰਚ ਉੱਤੇ ਆ ਕੇ ਕੰਮ ਕਰਨਾ ਚਾਹੀਦਾ ਹੈ। ਉਨ੍ਹਾਂ ਕਿਹਾ ਕਿ ਸਿੱਖ ਕੌਮ ਦੇ ਹਿੱਤਾਂ ਦੀ ਰਾਖੀ ਲਈ ਹਰ ਸੰਭਵ ਯਤਨ ਕੀਤਾ ਜਾਵੇਗਾ। (830, 617, 934, 643)
story-7-body-6: ਇਸ ਮੌਕੇ ਵੱਡੀ ਗਿਣਤੀ ਵਿਚ ਇਲਾਕਾ ਨਿਵਾਸੀ, ਵਰਕਰ ਅਤੇ ਵੱਖ-ਵੱਖ ਜਥੇਬੰਦੀਆਂ ਦੇ ਨੁਮਾਇੰਦੇ ਹਾਜ਼ਰ ਸਨ ਅਤੇ ਸਾਰਿਆਂ ਨੇ ਇਕਜੁੱਟਤਾ ਦਾ ਪ੍ਰਗਟਾਵਾ ਕੀਤਾ। (8, 742, 119, 761)
story-1-photo (12, 86, 346, 238)
band-4 (8, 884, 937, 1176)
masthead-right (834, 2, 935, 37)
band-3 (8, 581, 937, 877)
story-6-body: ਜਗਰਾਉਂ, 1 ਮਈ (ਜਗਜੀਵਨ ਸਿੰਘ) - ਪੰਜਾਬੀ ਫ਼ਿਲਮ 'ਪਿੰਡ ਆਲਾ ਸਕੂਲ' ਦੀ ਸਟਾਰ ਕਾਸਟ ਪ੍ਰਚਾਰ ਲਈ ਜਗਰਾਉਂ ਪਹੁੰਚੀ। ਇਸ ਮੌਕੇ ਕਲਾਕਾਰਾਂ ਨੇ ਕਿਹਾ ਕਿ ਸਮਾਜ ਨੂੰ ਸੇਧ ਦੇਣ ਵਾਲੀਆਂ ਫ਼ਿਲਮਾਂ ਬਣਾਉਣੀਆਂ ਚਾਹੀਦੀਆਂ ਹਨ। (721, 488, 825, 513)
story-13-body-4: ਇਸ ਮੌਕੇ ਵੱਡੀ ਗਿਣਤੀ ਵਿਚ ਇਲਾਕਾ ਨਿਵਾਸੀ, ਵਰਕਰ ਅਤੇ ਵੱਖ-ਵੱਖ ਜਥੇਬੰਦੀਆਂ ਦੇ ਨੁਮਾਇੰਦੇ ਹਾਜ਼ਰ ਸਨ ਅਤੇ ਸਾਰਿਆਂ ਨੇ ਇਕਜੁੱਟਤਾ ਦਾ ਪ੍ਰਗਟਾਵਾ ਕੀਤਾ। (829, 1201, 929, 1220)
story-7-body-8: ਉਨ੍ਹਾਂ ਅੱਗੇ ਕਿਹਾ ਕਿ ਨੌਜਵਾਨ ਪੀੜ੍ਹੀ ਨੂੰ ਨਸ਼ਿਆਂ ਤੋਂ ਦੂਰ ਰੱਖਣ ਲਈ ਸਮਾਜ ਸੇਵੀ ਸੰਸਥਾਵਾਂ ਨੂੰ ਅੱਗੇ ਆਉਣਾ ਚਾਹੀਦਾ ਹੈ। ਇਸ ਮੌਕੇ ਹਾਜ਼ਰ ਸੰਗਤਾਂ ਨੇ ਇਸ ਕਾਰਜ ਵਿਚ ਪੂਰਾ ਸਹਿਯੋਗ ਦੇਣ ਦਾ ਭਰੋਸਾ ਦਿੱਤਾ। (123, 720, 344, 761)
story-6 (715, 339, 933, 574)
story-5-body-2: ਇਸ ਮੌਕੇ ਹੋਰਨਾਂ ਤੋਂ ਇਲਾਵਾ ਕਈ ਪਤਵੰਤੇ ਸੱਜਣ ਹਾਜ਼ਰ ਸਨ, ਜਿਨ੍ਹਾਂ ਨੇ ਆਪਣੇ ਵਿਚਾਰ ਪ੍ਰਗਟ ਕਰਦਿਆਂ ਸੰਸਥਾ ਦੇ ਕਾਰਜਾਂ ਦੀ ਸ਼ਲਾਘਾ ਕੀਤੀ ਅਤੇ ਭਵਿੱਖ ਵਿਚ ਵੀ ਸਹਿਯੋਗ ਦਾ ਵਾਅਦਾ ਕੀਤਾ। (246, 401, 359, 420)
story-8-body-2: ਇਸ ਮੌਕੇ ਬੋਲਦਿਆਂ ਆਗੂਆਂ ਨੇ ਕਿਹਾ ਕਿ ਪੰਥਕ ਏਕਤਾ ਸਮੇਂ ਦੀ ਮੁੱਖ ਲੋੜ ਹੈ ਅਤੇ ਸਾਰੀਆਂ ਜਥੇਬੰਦੀਆਂ ਨੂੰ ਇਕ ਮੰਚ ਉੱਤੇ ਆ ਕੇ ਕੰਮ ਕਰਨਾ ਚਾਹੀਦਾ ਹੈ। ਉਨ੍ਹਾਂ ਕਿਹਾ ਕਿ ਸਿੱਖ ਕੌਮ ਦੇ ਹਿੱਤਾਂ ਦੀ ਰਾਖੀ ਲਈ ਹਰ ਸੰਭਵ ਯਤਨ ਕੀਤਾ ਜਾਵੇਗਾ। (361, 650, 443, 682)
story-7-caption: ਤਖ਼ਤ ਸ੍ਰੀ ਦਮਦਮਾ ਸਾਹਿਬ ਵਿਖੇ ਨਤਮਸਤਕ ਹੁੰਦੇ ਹੋਏ ਉਮੀਦਵਾਰ ਅਤੇ ਵਰਕਰ। (121, 707, 233, 718)
story-8-body-4: ਇਸ ਮੌਕੇ ਵੱਡੀ ਗਿਣਤੀ ਵਿਚ ਇਲਾਕਾ ਨਿਵਾਸੀ, ਵਰਕਰ ਅਤੇ ਵੱਖ-ਵੱਖ ਜਥੇਬੰਦੀਆਂ ਦੇ ਨੁਮਾਇੰਦੇ ਹਾਜ਼ਰ ਸਨ ਅਤੇ ਸਾਰਿਆਂ ਨੇ ਇਕਜੁੱਟਤਾ ਦਾ ਪ੍ਰਗਟਾਵਾ ਕੀਤਾ। (629, 643, 711, 669)
story-11-subhead: ਸ਼ਹੀਦਾਂ ਸਿੰਘਣੀਆਂ ਕੁੜੀਆਂ ਦੇ ਇਤਿਹਾਸ 'ਤੇ ਅਧਾਰਿਤ ਹੈ ਇਹ ਕਿਤਾਬ (721, 907, 933, 918)
story-5-body-5: ਇਸ ਮੌਕੇ ਵੱਡੀ ਗਿਣਤੀ ਵਿਚ ਇਲਾਕਾ ਨਿਵਾਸੀ, ਵਰਕਰ ਅਤੇ ਵੱਖ-ਵੱਖ ਜਥੇਬੰਦੀਆਂ ਦੇ ਨੁਮਾਇੰਦੇ ਹਾਜ਼ਰ ਸਨ ਅਤੇ ਸਾਰਿਆਂ ਨੇ ਇਕਜੁੱਟਤਾ ਦਾ ਪ੍ਰਗਟਾਵਾ ਕੀਤਾ। (597, 395, 710, 414)
story-4-body: ਜਲੰਧਰ, 1 ਮਈ (ਜਸਬੀਰ ਸਿੰਘ) - ਸ਼੍ਰੋਮਣੀ ਅਕਾਲੀ ਦਲ ਦੇ ਜ਼ਿਲ੍ਹਾ ਆਗੂਆਂ ਨੇ ਸਪੱਸ਼ਟ ਕੀਤਾ ਕਿ ਕੌਂਸਲਰ ਸਤੀਸ਼ ਕੁਮਾਰ ਪੱਪੂ ਦਾ ਪਾਰਟੀ ਨਾਲ ਕੋਈ ਸਬੰਧ ਨਹੀਂ ਹੈ ਅਤੇ ਉਨ੍ਹਾਂ ਵੱਲੋਂ ਕੀਤੇ ਜਾ ਰਹੇ ਬਿਆਨਾਂ ਦੀ ਪਾਰਟੀ ਕੋਈ ਜ਼ਿੰਮੇਵਾਰੀ ਨਹੀਂ ਲੈਂਦੀ। (8, 436, 119, 461)
story-2-body-5: ਇਸ ਮੌਕੇ ਵੱਡੀ ਗਿਣਤੀ ਵਿਚ ਇਲਾਕਾ ਨਿਵਾਸੀ, ਵਰਕਰ ਅਤੇ ਵੱਖ-ਵੱਖ ਜਥੇਬੰਦੀਆਂ ਦੇ ਨੁਮਾਇੰਦੇ ਹਾਜ਼ਰ ਸਨ ਅਤੇ ਸਾਰਿਆਂ ਨੇ ਇਕਜੁੱਟਤਾ ਦਾ ਪ੍ਰਗਟਾਵਾ ਕੀਤਾ। (504, 219, 642, 231)
story-10-body-7: ਇਸ ਮੌਕੇ ਬੋਲਦਿਆਂ ਆਗੂਆਂ ਨੇ ਕਿਹਾ ਕਿ ਪੰਥਕ ਏਕਤਾ ਸਮੇਂ ਦੀ ਮੁੱਖ ਲੋੜ ਹੈ ਅਤੇ ਸਾਰੀਆਂ ਜਥੇਬੰਦੀਆਂ ਨੂੰ ਇਕ ਮੰਚ ਉੱਤੇ ਆ ਕੇ ਕੰਮ ਕਰਨਾ ਚਾਹੀਦਾ ਹੈ। ਉਨ੍ਹਾਂ ਕਿਹਾ ਕਿ ਸਿੱਖ ਕੌਮ ਦੇ ਹਿੱਤਾਂ ਦੀ ਰਾਖੀ ਲਈ ਹਰ ਸੰਭਵ ਯਤਨ ਕੀਤਾ ਜਾਵੇਗਾ। (556, 943, 706, 962)
story-1-filler: ਇਸ ਮੌਕੇ ਬੋਲਦਿਆਂ ਆਗੂਆਂ ਨੇ ਕਿਹਾ ਕਿ ਪੰਥਕ ਏਕਤਾ ਸਮੇਂ ਦੀ ਮੁੱਖ ਲੋੜ ਹੈ ਅਤੇ ਸਾਰੀਆਂ ਜਥੇਬੰਦੀਆਂ ਨੂੰ ਇਕ ਮੰਚ ਉੱਤੇ ਆ ਕੇ ਕੰਮ ਕਰਨਾ ਚਾਹੀਦਾ ਹੈ। ਉਨ੍ਹਾਂ ਕਿਹਾ ਕਿ ਸਿੱਖ ਕੌਮ ਦੇ ਹਿੱਤਾਂ ਦੀ ਰਾਖੀ ਲਈ ਹਰ ਸੰਭਵ ਯਤਨ ਕੀਤਾ ਜਾਵੇਗਾ। (238, 240, 346, 264)
story-3 (647, 44, 936, 332)
story-3-photo (795, 58, 936, 186)
story-7-body: ਤਲਵੰਡੀ ਸਾਬੋ, 1 ਮਈ (ਮਨਜੀਤ ਸਿੰਘ) - ਬਹੁਜਨ ਸਮਾਜ ਪਾਰਟੀ ਦੇ ਬਠਿੰਡਾ ਤੋਂ ਉਮੀਦਵਾਰ ਲਖਵੀਰ ਸਿੰਘ ਨਿੱਕਾ ਆਪਣੇ ਵਰਕਰਾਂ ਸਮੇਤ ਤਖ਼ਤ ਸ੍ਰੀ ਦਮਦਮਾ ਸਾਹਿਬ ਵਿਖੇ ਨਤਮਸਤਕ ਹੋਏ ਅਤੇ ਅਰਦਾਸ ਕੀਤੀ। (8, 613, 116, 638)
story-1-caption-2: ਅਕਾਲੀ ਦਲ ਫ਼ਤਹਿ ਅਤੇ ਵੱਖ ਵੱਖ ਸਿੱਖ ਜਥੇਬੰਦੀਆਂ ਦੇ ਆਗੂਆਂ ਨੇ ਕਿਹਾ ਕਿ ਜਥੇਦਾਰ ਸਾਹਿਬ ਨੂੰ ਸੰਗਤ ਦੀਆਂ ਭਾਵਨਾਵਾਂ ਦਾ ਖ਼ਿਆਲ ਰੱਖਣਾ ਚਾਹੀਦਾ ਹੈ ਅਤੇ ਪੰਥਕ ਮਰਿਆਦਾ ਅਨੁਸਾਰ ਹੀ ਕੰਮ ਕਰਨਾ ਚਾਹੀਦਾ ਹੈ। (125, 240, 233, 264)
story-10-body-3: ਇਸ ਮੌਕੇ ਹੋਰਨਾਂ ਤੋਂ ਇਲਾਵਾ ਕਈ ਪਤਵੰਤੇ ਸੱਜਣ ਹਾਜ਼ਰ ਸਨ, ਜਿਨ੍ਹਾਂ ਨੇ ਆਪਣੇ ਵਿਚਾਰ ਪ੍ਰਗਟ ਕਰਦਿਆਂ ਸੰਸਥਾ ਦੇ ਕਾਰਜਾਂ ਦੀ ਸ਼ਲਾਘਾ ਕੀਤੀ ਅਤੇ ਭਵਿੱਖ ਵਿਚ ਵੀ ਸਹਿਯੋਗ ਦਾ ਵਾਅਦਾ ਕੀਤਾ। (246, 964, 396, 983)
cmyk-registration-bar-left (8, 1490, 84, 1503)
story-6-body-4: ਉਨ੍ਹਾਂ ਅੱਗੇ ਕਿਹਾ ਕਿ ਨੌਜਵਾਨ ਪੀੜ੍ਹੀ ਨੂੰ ਨਸ਼ਿਆਂ ਤੋਂ ਦੂਰ ਰੱਖਣ ਲਈ ਸਮਾਜ ਸੇਵੀ ਸੰਸਥਾਵਾਂ ਨੂੰ ਅੱਗੇ ਆਉਣਾ ਚਾਹੀਦਾ ਹੈ। ਇਸ ਮੌਕੇ ਹਾਜ਼ਰ ਸੰਗਤਾਂ ਨੇ ਇਸ ਕਾਰਜ ਵਿਚ ਪੂਰਾ ਸਹਿਯੋਗ ਦੇਣ ਦਾ ਭਰੋਸਾ ਦਿੱਤਾ। (829, 509, 933, 535)
story-9-body-5: ਉਨ੍ਹਾਂ ਅੱਗੇ ਕਿਹਾ ਕਿ ਨੌਜਵਾਨ ਪੀੜ੍ਹੀ ਨੂੰ ਨਸ਼ਿਆਂ ਤੋਂ ਦੂਰ ਰੱਖਣ ਲਈ ਸਮਾਜ ਸੇਵੀ ਸੰਸਥਾਵਾਂ ਨੂੰ ਅੱਗੇ ਆਉਣਾ ਚਾਹੀਦਾ ਹੈ। ਇਸ ਮੌਕੇ ਹਾਜ਼ਰ ਸੰਗਤਾਂ ਨੇ ਇਸ ਕਾਰਜ ਵਿਚ ਪੂਰਾ ਸਹਿਯੋਗ ਦੇਣ ਦਾ ਭਰੋਸਾ ਦਿੱਤਾ। (124, 1002, 235, 1021)
story-3-body-3: ਇਸ ਮੌਕੇ ਹੋਰਨਾਂ ਤੋਂ ਇਲਾਵਾ ਕਈ ਪਤਵੰਤੇ ਸੱਜਣ ਹਾਜ਼ਰ ਸਨ, ਜਿਨ੍ਹਾਂ ਨੇ ਆਪਣੇ ਵਿਚਾਰ ਪ੍ਰਗਟ ਕਰਦਿਆਂ ਸੰਸਥਾ ਦੇ ਕਾਰਜਾਂ ਦੀ ਸ਼ਲਾਘਾ ਕੀਤੀ ਅਤੇ ਭਵਿੱਖ ਵਿਚ ਵੀ ਸਹਿਯੋਗ ਦਾ ਵਾਅਦਾ ਕੀਤਾ। (653, 195, 792, 214)
story-10-body-4: ਅਖ਼ੀਰ ਵਿਚ ਸਭ ਦਾ ਧੰਨਵਾਦ ਕਰਦਿਆਂ ਪ੍ਰਬੰਧਕਾਂ ਨੇ ਕਿਹਾ ਕਿ ਆਉਣ ਵਾਲੇ ਸਮੇਂ ਵਿਚ ਵੀ ਅਜਿਹੇ ਸਮਾਗਮ ਕਰਵਾਏ ਜਾਂਦੇ ਰਹਿਣਗੇ ਤਾਂ ਜੋ ਲੋਕਾਂ ਨੂੰ ਜਾਗਰੂਕ ਕੀਤਾ ਜਾ ਸਕੇ। (401, 1042, 551, 1054)
story-3-body-5: ਉਨ੍ਹਾਂ ਅੱਗੇ ਕਿਹਾ ਕਿ ਨੌਜਵਾਨ ਪੀੜ੍ਹੀ ਨੂੰ ਨਸ਼ਿਆਂ ਤੋਂ ਦੂਰ ਰੱਖਣ ਲਈ ਸਮਾਜ ਸੇਵੀ ਸੰਸਥਾਵਾਂ ਨੂੰ ਅੱਗੇ ਆਉਣਾ ਚਾਹੀਦਾ ਹੈ। ਇਸ ਮੌਕੇ ਹਾਜ਼ਰ ਸੰਗਤਾਂ ਨੇ ਇਸ ਕਾਰਜ ਵਿਚ ਪੂਰਾ ਸਹਿਯੋਗ ਦੇਣ ਦਾ ਭਰੋਸਾ ਦਿੱਤਾ। (797, 195, 936, 214)
story-13-body-6: ਅਖ਼ੀਰ ਵਿਚ ਸਭ ਦਾ ਧੰਨਵਾਦ ਕਰਦਿਆਂ ਪ੍ਰਬੰਧਕਾਂ ਨੇ ਕਿਹਾ ਕਿ ਆਉਣ ਵਾਲੇ ਸਮੇਂ ਵਿਚ ਵੀ ਅਜਿਹੇ ਸਮਾਗਮ ਕਰਵਾਏ ਜਾਂਦੇ ਰਹਿਣਗੇ ਤਾਂ ਜੋ ਲੋਕਾਂ ਨੂੰ ਜਾਗਰੂਕ ਕੀਤਾ ਜਾ ਸਕੇ। (594, 1339, 769, 1352)
story-13-caption: ਸਨਮਾਨ ਸਮਾਰੋਹ ਦੌਰਾਨ ਹਾਜ਼ਰ ਆਗੂ। (594, 1331, 654, 1337)
story-12-headline: ਐਸ ਸੀ ਭਾਈਚਾਰੇ ਵੱਲੋਂ 'ਆਪ' ਤੇ ਭਾਜਪਾ ਦੇ ਬਾਈਕਾਟ ਦਾ ਐਲਾਨ : ਰਾਹੁਲ ਭੁਲਗਹ (58, 1183, 418, 1197)
cmyk-magenta-2 (880, 1490, 899, 1503)
story-9-photo (8, 916, 80, 1000)
story-8-body-8: ਇਸ ਮੌਕੇ ਹੋਰਨਾਂ ਤੋਂ ਇਲਾਵਾ ਕਈ ਪਤਵੰਤੇ ਸੱਜਣ ਹਾਜ਼ਰ ਸਨ, ਜਿਨ੍ਹਾਂ ਨੇ ਆਪਣੇ ਵਿਚਾਰ ਪ੍ਰਗਟ ਕਰਦਿਆਂ ਸੰਸਥਾ ਦੇ ਕਾਰਜਾਂ ਦੀ ਸ਼ਲਾਘਾ ਕੀਤੀ ਅਤੇ ਭਵਿੱਖ ਵਿਚ ਵੀ ਸਹਿਯੋਗ ਦਾ ਵਾਅਦਾ ਕੀਤਾ। (538, 729, 711, 763)
story-7-body-9: ਅਖ਼ੀਰ ਵਿਚ ਸਭ ਦਾ ਧੰਨਵਾਦ ਕਰਦਿਆਂ ਪ੍ਰਬੰਧਕਾਂ ਨੇ ਕਿਹਾ ਕਿ ਆਉਣ ਵਾਲੇ ਸਮੇਂ ਵਿਚ ਵੀ ਅਜਿਹੇ ਸਮਾਗਮ ਕਰਵਾਏ ਜਾਂਦੇ ਰਹਿਣਗੇ ਤਾਂ ਜੋ ਲੋਕਾਂ ਨੂੰ ਜਾਗਰੂਕ ਕੀਤਾ ਜਾ ਸਕੇ। (239, 729, 350, 748)
story-2-body-2: ਉਨ੍ਹਾਂ ਅੱਗੇ ਕਿਹਾ ਕਿ ਨੌਜਵਾਨ ਪੀੜ੍ਹੀ ਨੂੰ ਨਸ਼ਿਆਂ ਤੋਂ ਦੂਰ ਰੱਖਣ ਲਈ ਸਮਾਜ ਸੇਵੀ ਸੰਸਥਾਵਾਂ ਨੂੰ ਅੱਗੇ ਆਉਣਾ ਚਾਹੀਦਾ ਹੈ। ਇਸ ਮੌਕੇ ਹਾਜ਼ਰ ਸੰਗਤਾਂ ਨੇ ਇਸ ਕਾਰਜ ਵਿਚ ਪੂਰਾ ਸਹਿਯੋਗ ਦੇਣ ਦਾ ਭਰੋਸਾ ਦਿੱਤਾ। (515, 97, 642, 116)
story-4-body-2: ਇਸ ਮੌਕੇ ਹੋਰਨਾਂ ਤੋਂ ਇਲਾਵਾ ਕਈ ਪਤਵੰਤੇ ਸੱਜਣ ਹਾਜ਼ਰ ਸਨ, ਜਿਨ੍ਹਾਂ ਨੇ ਆਪਣੇ ਵਿਚਾਰ ਪ੍ਰਗਟ ਕਰਦਿਆਂ ਸੰਸਥਾ ਦੇ ਕਾਰਜਾਂ ਦੀ ਸ਼ਲਾਘਾ ਕੀਤੀ ਅਤੇ ਭਵਿੱਖ ਵਿਚ ਵੀ ਸਹਿਯੋਗ ਦਾ ਵਾਅਦਾ ਕੀਤਾ। (8, 464, 119, 483)
story-4-body-3: ਇਸ ਮੌਕੇ ਬੋਲਦਿਆਂ ਆਗੂਆਂ ਨੇ ਕਿਹਾ ਕਿ ਪੰਥਕ ਏਕਤਾ ਸਮੇਂ ਦੀ ਮੁੱਖ ਲੋੜ ਹੈ ਅਤੇ ਸਾਰੀਆਂ ਜਥੇਬੰਦੀਆਂ ਨੂੰ ਇਕ ਮੰਚ ਉੱਤੇ ਆ ਕੇ ਕੰਮ ਕਰਨਾ ਚਾਹੀਦਾ ਹੈ। ਉਨ੍ਹਾਂ ਕਿਹਾ ਕਿ ਸਿੱਖ ਕੌਮ ਦੇ ਹਿੱਤਾਂ ਦੀ ਰਾਖੀ ਲਈ ਹਰ ਸੰਭਵ ਯਤਨ ਕੀਤਾ ਜਾਵੇਗਾ। (124, 362, 235, 387)
story-2-body-3: ਇਸ ਮੌਕੇ ਹੋਰਨਾਂ ਤੋਂ ਇਲਾਵਾ ਕਈ ਪਤਵੰਤੇ ਸੱਜਣ ਹਾਜ਼ਰ ਸਨ, ਜਿਨ੍ਹਾਂ ਨੇ ਆਪਣੇ ਵਿਚਾਰ ਪ੍ਰਗਟ ਕਰਦਿਆਂ ਸੰਸਥਾ ਦੇ ਕਾਰਜਾਂ ਦੀ ਸ਼ਲਾਘਾ ਕੀਤੀ ਅਤੇ ਭਵਿੱਖ ਵਿਚ ਵੀ ਸਹਿਯੋਗ ਦਾ ਵਾਅਦਾ ਕੀਤਾ। (361, 210, 499, 229)
story-10-body-9: ਅਖ਼ੀਰ ਵਿਚ ਸਭ ਦਾ ਧੰਨਵਾਦ ਕਰਦਿਆਂ ਪ੍ਰਬੰਧਕਾਂ ਨੇ ਕਿਹਾ ਕਿ ਆਉਣ ਵਾਲੇ ਸਮੇਂ ਵਿਚ ਵੀ ਅਜਿਹੇ ਸਮਾਗਮ ਕਰਵਾਏ ਜਾਂਦੇ ਰਹਿਣਗੇ ਤਾਂ ਜੋ ਲੋਕਾਂ ਨੂੰ ਜਾਗਰੂਕ ਕੀਤਾ ਜਾ ਸਕੇ। (556, 986, 706, 998)
story-11-headline: 'ਕੌਰਨਾਮਾ' ਕਿਤਾਬ ਸੰਪੂਰਨ ਹੋਣ 'ਤੇ ਤਖ਼ਤ ਸ੍ਰੀ ਦਮਦਮਾ ਸਾਹਿਬ ਵਿਖੇ ਸ਼ੁਕਰਾਨਾ ਅਰਦਾਸ (724, 884, 930, 905)
cmyk-magenta (27, 1490, 46, 1503)
story-9-body-3: ਇਸ ਮੌਕੇ ਹੋਰਨਾਂ ਤੋਂ ਇਲਾਵਾ ਕਈ ਪਤਵੰਤੇ ਸੱਜਣ ਹਾਜ਼ਰ ਸਨ, ਜਿਨ੍ਹਾਂ ਨੇ ਆਪਣੇ ਵਿਚਾਰ ਪ੍ਰਗਟ ਕਰਦਿਆਂ ਸੰਸਥਾ ਦੇ ਕਾਰਜਾਂ ਦੀ ਸ਼ਲਾਘਾ ਕੀਤੀ ਅਤੇ ਭਵਿੱਖ ਵਿਚ ਵੀ ਸਹਿਯੋਗ ਦਾ ਵਾਅਦਾ ਕੀਤਾ। (8, 1002, 119, 1021)
story-2-photo (361, 69, 510, 201)
story-8-caption: ਸਨਮਾਨ ਸਮਾਰੋਹ ਦੌਰਾਨ ਡਾਇਰੈਕਟਰ ਸੁਖਵਿੰਦਰ ਸਿੰਘ ਨੱਤਾ ਨਾਲ ਮੰਚ ਦੇ ਅਹੁਦੇਦਾਰ। (448, 721, 579, 727)
story-9-body: ਮੋਹਾਲੀ, 1 ਮਈ (ਨਿੱਜੀ ਪੱਤਰ ਪ੍ਰੇਰਕ) - ਆਗੂ ਨੇ ਕਿਹਾ ਕਿ ਸੁਖਬੀਰ ਸਿੰਘ ਬਾਦਲ ਆਪਣੀਆਂ ਗਲਤੀਆਂ ਦੀ ਜ਼ਿੰਮੇਵਾਰੀ ਲੈਣ ਦੀ ਥਾਂ ਦੂਜਿਆਂ ਉੱਤੇ ਦੋਸ਼ ਮੜ੍ਹ ਰਹੇ ਹਨ। (85, 916, 235, 928)
story-3-body-4: ਇਸ ਮੌਕੇ ਵੱਡੀ ਗਿਣਤੀ ਵਿਚ ਇਲਾਕਾ ਨਿਵਾਸੀ, ਵਰਕਰ ਅਤੇ ਵੱਖ-ਵੱਖ ਜਥੇਬੰਦੀਆਂ ਦੇ ਨੁਮਾਇੰਦੇ ਹਾਜ਼ਰ ਸਨ ਅਤੇ ਸਾਰਿਆਂ ਨੇ ਇਕਜੁੱਟਤਾ ਦਾ ਪ੍ਰਗਟਾਵਾ ਕੀਤਾ। (653, 217, 792, 229)
story-11-caption: 'ਕੌਰਨਾਮਾ' ਕਿਤਾਬ ਦੀ ਤਸਵੀਰ। (721, 1018, 772, 1024)
right-col-body-4: ਉਨ੍ਹਾਂ ਅੱਗੇ ਕਿਹਾ ਕਿ ਨੌਜਵਾਨ ਪੀੜ੍ਹੀ ਨੂੰ ਨਸ਼ਿਆਂ ਤੋਂ ਦੂਰ ਰੱਖਣ ਲਈ ਸਮਾਜ ਸੇਵੀ ਸੰਸਥਾਵਾਂ ਨੂੰ ਅੱਗੇ ਆਉਣਾ ਚਾਹੀਦਾ ਹੈ। ਇਸ ਮੌਕੇ ਹਾਜ਼ਰ ਸੰਗਤਾਂ ਨੇ ਇਸ ਕਾਰਜ ਵਿਚ ਪੂਰਾ ਸਹਿਯੋਗ ਦੇਣ ਦਾ ਭਰੋਸਾ ਦਿੱਤਾ। (722, 581, 934, 671)
story-10-headline: ਸਿੱਖ ਯੂਥ ਫੈਡਰੇਸ਼ਨ ਭਿੰਡਰਾਂਵਾਲਾ ਵੱਲੋਂ ਹਲਕਾ ਖਡੂਰ ਸਾਹਿਬ ਤੋਂ ਪੰਥਕ ਉਮੀਦਵਾਰ ਭਾਈ ਅੰਮ੍ਰਿਤਪਾਲ ਸਿੰਘ ਦੀ ਹਮਾਇਤ ਦਾ ਐਲਾਨ (247, 884, 709, 914)
story-5-photo (364, 374, 592, 502)
story-10 (240, 884, 710, 1176)
story-8-body-9: ਇਸ ਮੌਕੇ ਵੱਡੀ ਗਿਣਤੀ ਵਿਚ ਇਲਾਕਾ ਨਿਵਾਸੀ, ਵਰਕਰ ਅਤੇ ਵੱਖ-ਵੱਖ ਜਥੇਬੰਦੀਆਂ ਦੇ ਨੁਮਾਇੰਦੇ ਹਾਜ਼ਰ ਸਨ ਅਤੇ ਸਾਰਿਆਂ ਨੇ ਇਕਜੁੱਟਤਾ ਦਾ ਪ੍ਰਗਟਾਵਾ ਕੀਤਾ। (627, 744, 711, 770)
story-9-headline: ਸੁਖਬੀਰ ਬਾਦਲ ਆਪਣੀਆਂ ਗਲਤੀਆਂ ਦਾ ਠੀਕਰਾ ਖ਼ੁਦੀਆਂ ਇੰਸਾਨਾਂ ਦੇ ਹੱਥ ਤੇ ਭੰਨ ਰਿਹਾ : ਕੁਲਵਿੰਦਰ ਸਿੰਘ (12, 884, 231, 903)
tagline: A Leading Punjabi Daily (866, 1, 935, 9)
story-12-subhead: ਜਸਵਿੰਦਰ ਸਿੰਘ ਵੀਰੂ ਐਸ ਸੀ ਡਿਪਾਰਟਮੈਂਟ ਲੁਧਿਆਣਾ ਦੇ ਵਾਇਸ ਚੇਅਰਮੈਨ ਨਿਯੁਕਤ (133, 1202, 343, 1210)
story-5-body-6: ਇਸ ਮੌਕੇ ਵੱਡੀ ਗਿਣਤੀ ਵਿਚ ਇਲਾਕਾ ਨਿਵਾਸੀ, ਵਰਕਰ ਅਤੇ ਵੱਖ-ਵੱਖ ਜਥੇਬੰਦੀਆਂ ਦੇ ਨੁਮਾਇੰਦੇ ਹਾਜ਼ਰ ਸਨ ਅਤੇ ਸਾਰਿਆਂ ਨੇ ਇਕਜੁੱਟਤਾ ਦਾ ਪ੍ਰਗਟਾਵਾ ਕੀਤਾ। (364, 511, 512, 523)
story-7-headline: ਬਠਿੰਡਾ ਤੋਂ ਬਸਪਾ ਉਮੀਦਵਾਰ ਲਖਵੀਰ ਸਿੰਘ ਨਿੱਕਾ ਵਰਕਰਾਂ ਸਮੇਤ ਤਖ਼ਤ ਸ੍ਰੀ ਦਮਦਮਾ ਸਾਹਿਬ ਹੋਏ ਨਤਮਸਤਕ (24, 582, 334, 609)
story-6-photo (721, 378, 933, 486)
story-5-body-4: ਉਨ੍ਹਾਂ ਅੱਗੇ ਕਿਹਾ ਕਿ ਨੌਜਵਾਨ ਪੀੜ੍ਹੀ ਨੂੰ ਨਸ਼ਿਆਂ ਤੋਂ ਦੂਰ ਰੱਖਣ ਲਈ ਸਮਾਜ ਸੇਵੀ ਸੰਸਥਾਵਾਂ ਨੂੰ ਅੱਗੇ ਆਉਣਾ ਚਾਹੀਦਾ ਹੈ। ਇਸ ਮੌਕੇ ਹਾਜ਼ਰ ਸੰਗਤਾਂ ਨੇ ਇਸ ਕਾਰਜ ਵਿਚ ਪੂਰਾ ਸਹਿਯੋਗ ਦੇਣ ਦਾ ਭਰੋਸਾ ਦਿੱਤਾ। (597, 373, 710, 392)
story-12-body-5: ਅਖ਼ੀਰ ਵਿਚ ਸਭ ਦਾ ਧੰਨਵਾਦ ਕਰਦਿਆਂ ਪ੍ਰਬੰਧਕਾਂ ਨੇ ਕਿਹਾ ਕਿ ਆਉਣ ਵਾਲੇ ਸਮੇਂ ਵਿਚ ਵੀ ਅਜਿਹੇ ਸਮਾਗਮ ਕਰਵਾਏ ਜਾਂਦੇ ਰਹਿਣਗੇ ਤਾਂ ਜੋ ਲੋਕਾਂ ਨੂੰ ਜਾਗਰੂਕ ਕੀਤਾ ਜਾ ਸਕੇ। (353, 1242, 458, 1261)
story-13-body-2: ਇਸ ਮੌਕੇ ਹੋਰਨਾਂ ਤੋਂ ਇਲਾਵਾ ਕਈ ਪਤਵੰਤੇ ਸੱਜਣ ਹਾਜ਼ਰ ਸਨ, ਜਿਨ੍ਹਾਂ ਨੇ ਆਪਣੇ ਵਿਚਾਰ ਪ੍ਰਗਟ ਕਰਦਿਆਂ ਸੰਸਥਾ ਦੇ ਕਾਰਜਾਂ ਦੀ ਸ਼ਲਾਘਾ ਕੀਤੀ ਅਤੇ ਭਵਿੱਖ ਵਿਚ ਵੀ ਸਹਿਯੋਗ ਦਾ ਵਾਅਦਾ ਕੀਤਾ। (479, 1223, 589, 1242)
story-12-body-2: ਇਸ ਮੌਕੇ ਬੋਲਦਿਆਂ ਆਗੂਆਂ ਨੇ ਕਿਹਾ ਕਿ ਪੰਥਕ ਏਕਤਾ ਸਮੇਂ ਦੀ ਮੁੱਖ ਲੋੜ ਹੈ ਅਤੇ ਸਾਰੀਆਂ ਜਥੇਬੰਦੀਆਂ ਨੂੰ ਇਕ ਮੰਚ ਉੱਤੇ ਆ ਕੇ ਕੰਮ ਕਰਨਾ ਚਾਹੀਦਾ ਹੈ। ਉਨ੍ਹਾਂ ਕਿਹਾ ਕਿ ਸਿੱਖ ਕੌਮ ਦੇ ਹਿੱਤਾਂ ਦੀ ਰਾਖੀ ਲਈ ਹਰ ਸੰਭਵ ਯਤਨ ਕੀਤਾ ਜਾਵੇਗਾ। (8, 1235, 118, 1261)
story-4-photo (8, 362, 119, 434)
story-4 (8, 339, 235, 574)
masthead (8, 0, 937, 40)
story-10-body-5: ਉਨ੍ਹਾਂ ਅੱਗੇ ਕਿਹਾ ਕਿ ਨੌਜਵਾਨ ਪੀੜ੍ਹੀ ਨੂੰ ਨਸ਼ਿਆਂ ਤੋਂ ਦੂਰ ਰੱਖਣ ਲਈ ਸਮਾਜ ਸੇਵੀ ਸੰਸਥਾਵਾਂ ਨੂੰ ਅੱਗੇ ਆਉਣਾ ਚਾਹੀਦਾ ਹੈ। ਇਸ ਮੌਕੇ ਹਾਜ਼ਰ ਸੰਗਤਾਂ ਨੇ ਇਸ ਕਾਰਜ ਵਿਚ ਪੂਰਾ ਸਹਿਯੋਗ ਦੇਣ ਦਾ ਭਰੋਸਾ ਦਿੱਤਾ। (401, 1057, 551, 1076)
story-2-body-4: ਅਖ਼ੀਰ ਵਿਚ ਸਭ ਦਾ ਧੰਨਵਾਦ ਕਰਦਿਆਂ ਪ੍ਰਬੰਧਕਾਂ ਨੇ ਕਿਹਾ ਕਿ ਆਉਣ ਵਾਲੇ ਸਮੇਂ ਵਿਚ ਵੀ ਅਜਿਹੇ ਸਮਾਗਮ ਕਰਵਾਏ ਜਾਂਦੇ ਰਹਿਣਗੇ ਤਾਂ ਜੋ ਲੋਕਾਂ ਨੂੰ ਜਾਗਰੂਕ ਕੀਤਾ ਜਾ ਸਕੇ। (361, 210, 514, 244)
story-6-body-2: ਇਸ ਮੌਕੇ ਹੋਰਨਾਂ ਤੋਂ ਇਲਾਵਾ ਕਈ ਪਤਵੰਤੇ ਸੱਜਣ ਹਾਜ਼ਰ ਸਨ, ਜਿਨ੍ਹਾਂ ਨੇ ਆਪਣੇ ਵਿਚਾਰ ਪ੍ਰਗਟ ਕਰਦਿਆਂ ਸੰਸਥਾ ਦੇ ਕਾਰਜਾਂ ਦੀ ਸ਼ਲਾਘਾ ਕੀਤੀ ਅਤੇ ਭਵਿੱਖ ਵਿਚ ਵੀ ਸਹਿਯੋਗ ਦਾ ਵਾਅਦਾ ਕੀਤਾ। (721, 516, 825, 541)
band-3-right-column (716, 581, 934, 877)
cmyk-cyan-2 (861, 1490, 880, 1503)
story-12-photo (123, 1214, 348, 1339)
story-10-body-6: ਇਸ ਮੌਕੇ ਵੱਡੀ ਗਿਣਤੀ ਵਿਚ ਇਲਾਕਾ ਨਿਵਾਸੀ, ਵਰਕਰ ਅਤੇ ਵੱਖ-ਵੱਖ ਜਥੇਬੰਦੀਆਂ ਦੇ ਨੁਮਾਇੰਦੇ ਹਾਜ਼ਰ ਸਨ ਅਤੇ ਸਾਰਿਆਂ ਨੇ ਇਕਜੁੱਟਤਾ ਦਾ ਪ੍ਰਗਟਾਵਾ ਕੀਤਾ। (556, 928, 706, 940)
cmyk-yellow-2 (899, 1490, 918, 1503)
cmyk-black (65, 1490, 84, 1503)
story-11-body-2: ਇਸ ਮੌਕੇ ਬੋਲਦਿਆਂ ਆਗੂਆਂ ਨੇ ਕਿਹਾ ਕਿ ਪੰਥਕ ਏਕਤਾ ਸਮੇਂ ਦੀ ਮੁੱਖ ਲੋੜ ਹੈ ਅਤੇ ਸਾਰੀਆਂ ਜਥੇਬੰਦੀਆਂ ਨੂੰ ਇਕ ਮੰਚ ਉੱਤੇ ਆ ਕੇ ਕੰਮ ਕਰਨਾ ਚਾਹੀਦਾ ਹੈ। ਉਨ੍ਹਾਂ ਕਿਹਾ ਕਿ ਸਿੱਖ ਕੌਮ ਦੇ ਹਿੱਤਾਂ ਦੀ ਰਾਖੀ ਲਈ ਹਰ ਸੰਭਵ ਯਤਨ ਕੀਤਾ ਜਾਵੇਗਾ। (721, 1026, 933, 1060)
story-11-photo (721, 921, 933, 1017)
story-9-body-2: ਇਸ ਮੌਕੇ ਬੋਲਦਿਆਂ ਆਗੂਆਂ ਨੇ ਕਿਹਾ ਕਿ ਪੰਥਕ ਏਕਤਾ ਸਮੇਂ ਦੀ ਮੁੱਖ ਲੋੜ ਹੈ ਅਤੇ ਸਾਰੀਆਂ ਜਥੇਬੰਦੀਆਂ ਨੂੰ ਇਕ ਮੰਚ ਉੱਤੇ ਆ ਕੇ ਕੰਮ ਕਰਨਾ ਚਾਹੀਦਾ ਹੈ। ਉਨ੍ਹਾਂ ਕਿਹਾ ਕਿ ਸਿੱਖ ਕੌਮ ਦੇ ਹਿੱਤਾਂ ਦੀ ਰਾਖੀ ਲਈ ਹਰ ਸੰਭਵ ਯਤਨ ਕੀਤਾ ਜਾਵੇਗਾ। (85, 931, 235, 950)
story-7-body-2: ਇਸ ਮੌਕੇ ਬੋਲਦਿਆਂ ਆਗੂਆਂ ਨੇ ਕਿਹਾ ਕਿ ਪੰਥਕ ਏਕਤਾ ਸਮੇਂ ਦੀ ਮੁੱਖ ਲੋੜ ਹੈ ਅਤੇ ਸਾਰੀਆਂ ਜਥੇਬੰਦੀਆਂ ਨੂੰ ਇਕ ਮੰਚ ਉੱਤੇ ਆ ਕੇ ਕੰਮ ਕਰਨਾ ਚਾਹੀਦਾ ਹੈ। ਉਨ੍ਹਾਂ ਕਿਹਾ ਕਿ ਸਿੱਖ ਕੌਮ ਦੇ ਹਿੱਤਾਂ ਦੀ ਰਾਖੀ ਲਈ ਹਰ ਸੰਭਵ ਯਤਨ ਕੀਤਾ ਜਾਵੇਗਾ। (8, 641, 116, 666)
story-9-body-6: ਇਸ ਮੌਕੇ ਵੱਡੀ ਗਿਣਤੀ ਵਿਚ ਇਲਾਕਾ ਨਿਵਾਸੀ, ਵਰਕਰ ਅਤੇ ਵੱਖ-ਵੱਖ ਜਥੇਬੰਦੀਆਂ ਦੇ ਨੁਮਾਇੰਦੇ ਹਾਜ਼ਰ ਸਨ ਅਤੇ ਸਾਰਿਆਂ ਨੇ ਇਕਜੁੱਟਤਾ ਦਾ ਪ੍ਰਗਟਾਵਾ ਕੀਤਾ। (124, 1023, 235, 1042)
story-13-body-3: ਇਸ ਮੌਕੇ ਬੋਲਦਿਆਂ ਆਗੂਆਂ ਨੇ ਕਿਹਾ ਕਿ ਪੰਥਕ ਏਕਤਾ ਸਮੇਂ ਦੀ ਮੁੱਖ ਲੋੜ ਹੈ ਅਤੇ ਸਾਰੀਆਂ ਜਥੇਬੰਦੀਆਂ ਨੂੰ ਇਕ ਮੰਚ ਉੱਤੇ ਆ ਕੇ ਕੰਮ ਕਰਨਾ ਚਾਹੀਦਾ ਹੈ। ਉਨ੍ਹਾਂ ਕਿਹਾ ਕਿ ਸਿੱਖ ਕੌਮ ਦੇ ਹਿੱਤਾਂ ਦੀ ਰਾਖੀ ਲਈ ਹਰ ਸੰਭਵ ਯਤਨ ਕੀਤਾ ਜਾਵੇਗਾ। (479, 1244, 589, 1270)
story-4-headline: ਕੌਂਸਲਰ ਸਤੀਸ਼ ਕੁਮਾਰ ਪੱਪੂ ਦਾ ਸ਼੍ਰੋਮਣੀ ਅਕਾਲੀ ਦਲ ਨਾਲ ਕੋਈ ਸਬੰਧ ਨਹੀਂ : ਭੰਡਾਰੀ/ਸਿੱਧੂ/ਇੰਦਰਪ੍ਰੀਤ (11, 339, 232, 358)
story-8-body-5: ਉਨ੍ਹਾਂ ਅੱਗੇ ਕਿਹਾ ਕਿ ਨੌਜਵਾਨ ਪੀੜ੍ਹੀ ਨੂੰ ਨਸ਼ਿਆਂ ਤੋਂ ਦੂਰ ਰੱਖਣ ਲਈ ਸਮਾਜ ਸੇਵੀ ਸੰਸਥਾਵਾਂ ਨੂੰ ਅੱਗੇ ਆਉਣਾ ਚਾਹੀਦਾ ਹੈ। ਇਸ ਮੌਕੇ ਹਾਜ਼ਰ ਸੰਗਤਾਂ ਨੇ ਇਸ ਕਾਰਜ ਵਿਚ ਪੂਰਾ ਸਹਿਯੋਗ ਦੇਣ ਦਾ ਭਰੋਸਾ ਦਿੱਤਾ। (361, 729, 445, 761)
